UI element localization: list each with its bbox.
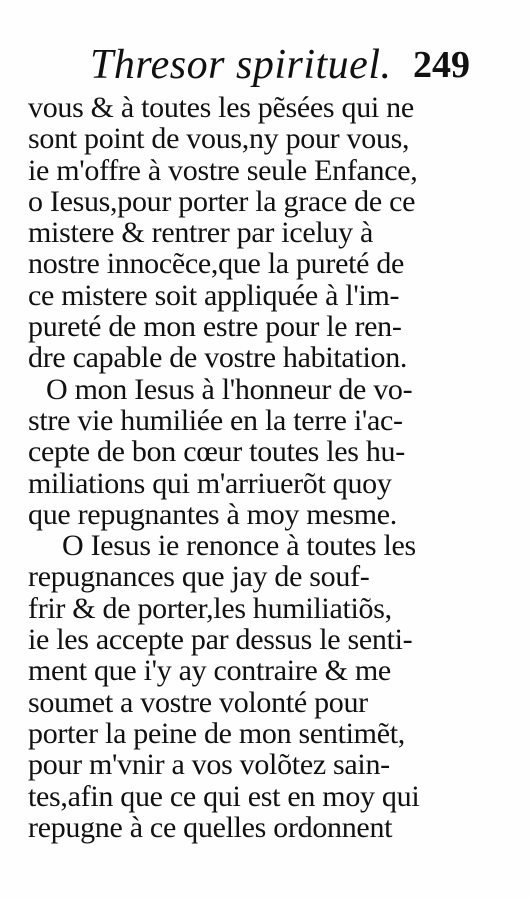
text-line: stre vie humiliée en la terre i'ac- bbox=[28, 403, 403, 437]
text-line: ie les accepte par dessus le senti- bbox=[28, 623, 413, 657]
text-line: sont point de vous,ny pour vous, bbox=[28, 122, 410, 156]
text-line: cepte de bon cœur toutes les hu- bbox=[28, 435, 405, 469]
text-line: dre capable de vostre habitation. bbox=[28, 341, 408, 375]
text-line: o Iesus,pour porter la grace de ce bbox=[28, 184, 416, 218]
text-line: tes,afin que ce qui est en moy qui bbox=[28, 779, 420, 813]
text-line: ie m'offre à vostre seule Enfance, bbox=[28, 153, 418, 187]
running-title: Thresor spirituel. bbox=[90, 42, 392, 88]
text-line: ce mistere soit appliquée à l'im- bbox=[28, 278, 400, 312]
text-line: O Iesus ie renonce à toutes les bbox=[62, 529, 416, 563]
text-line: nostre innocẽce,que la pureté de bbox=[28, 247, 405, 281]
text-line: soumet a vostre volonté pour bbox=[28, 685, 368, 719]
text-line: porter la peine de mon sentimẽt, bbox=[28, 716, 405, 750]
text-line: miliations qui m'arriuerõt quoy bbox=[28, 466, 392, 500]
page-header bbox=[70, 40, 470, 90]
text-line: vous & à toutes les pẽsées qui ne bbox=[28, 91, 414, 124]
text-line: ment que i'y ay contraire & me bbox=[28, 654, 391, 688]
body-text bbox=[28, 92, 453, 843]
text-line: frir & de porter,les humiliatiõs, bbox=[28, 591, 392, 625]
text-line: pour m'vnir a vos volõtez sain- bbox=[28, 748, 390, 782]
text-line: repugnances que jay de souf- bbox=[28, 560, 370, 594]
text-line: mistere & rentrer par iceluy à bbox=[28, 216, 373, 250]
page-number: 249 bbox=[413, 44, 470, 86]
text-line: que repugnantes à moy mesme. bbox=[28, 497, 397, 531]
text-line: O mon Iesus à l'honneur de vo- bbox=[46, 372, 413, 406]
text-line: repugne à ce quelles ordonnent bbox=[28, 810, 393, 844]
text-line: pureté de mon estre pour le ren- bbox=[28, 310, 402, 344]
